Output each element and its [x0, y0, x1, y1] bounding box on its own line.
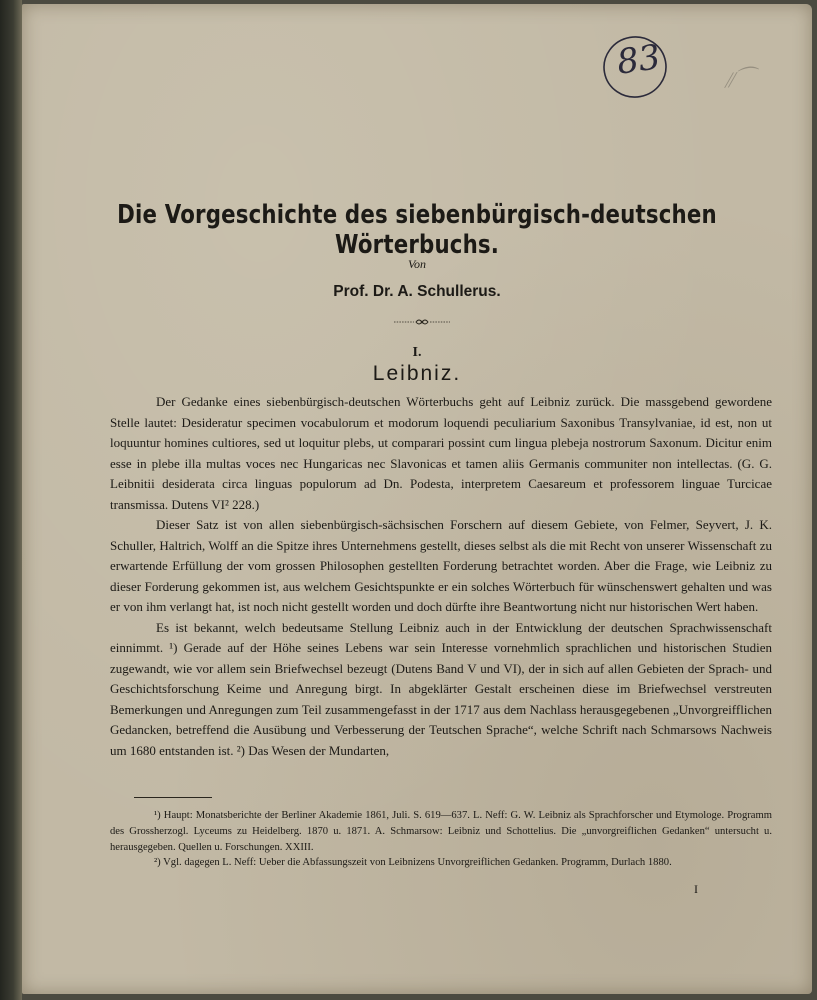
byline-prefix: Von — [408, 257, 426, 271]
footnote-rule — [134, 797, 212, 798]
footnotes — [110, 808, 772, 871]
page-number: I — [694, 882, 698, 896]
section-number: I. — [412, 345, 422, 360]
spine-binding — [0, 0, 22, 1000]
document-page — [22, 4, 812, 994]
handwritten-number: 83 — [614, 37, 663, 83]
section-title: Leibniz. — [372, 362, 462, 385]
footnote: ²) Vgl. dagegen L. Neff: Ueber die Abfassungszeit von Leibnizens Unvorgreiflichen Gedanken. Programm, Durlach 1880. — [154, 857, 672, 869]
faint-pencil-mark: ∕∕⌒ — [725, 64, 758, 93]
body-text — [110, 392, 772, 761]
document-title: Die Vorgeschichte des siebenbürgisch-deutschen Wörterbuchs. — [117, 200, 717, 260]
paragraph: Dieser Satz ist von allen siebenbürgisch-sächsischen Forschern auf diesem Gebiete, von Felmer, Seyvert, J. K. Schuller, Haltrich, Wolff an die Spitze ihres Unternehmens gestellt, dieses selbst als die mit Recht von unserer Wissenschaft zu erwartende Erfüllung der vom grossen Philosophen gestellten Forderung betrachtet worden. Aber die Frage, wie Leibniz zu dieser Forderung gekommen ist, aus welchem Gesichtspunkte er ein solches Wörterbuch für wünschenswert gehalten und was er von ihm verlangt hat, ist noch nicht gestellt worden und doch dürfte ihre Beantwortung nicht nur historischen Wert haben. — [110, 517, 772, 614]
footnote: ¹) Haupt: Monatsberichte der Berliner Akademie 1861, Juli. S. 619—637. L. Neff: G. W. Leibniz als Sprachforscher und Etymologe. Programm des Grossherzogl. Lyceums zu Heidelberg. 1870 u. 1871. A. Schmarsow: Leibniz und Schottelius. Die „unvorgreiflichen Gedanken“ untersucht u. herausgegeben. Quellen u. Forschungen. XXIII. — [110, 810, 772, 853]
ornament-divider-icon — [392, 317, 452, 327]
paragraph: Es ist bekannt, welch bedeutsame Stellung Leibniz auch in der Entwicklung der deutschen Sprachwissenschaft einnimmt. ¹) Gerade auf der Höhe seines Lebens war sein Interesse vornehmlich sprachlichen und historischen Studien zugewandt, wie vor allem sein Briefwechsel bezeugt (Dutens Band V und VI), der in sich auf allen Gebieten der Sprach- und Geschichtsforschung Keime und Anregung birgt. In abgeklärter Gestalt erscheinen diese im Briefwechsel verstreuten Bemerkungen und Anregungen zum Teil zusammengefasst in der 1717 aus dem Nachlass herausgegebenen „Unvorgreifflichen Gedancken, betreffend die Ausübung und Verbesserung der Teutschen Sprache“, welche Schrift nach Schmarsows Nachweis um 1680 entstanden ist. ²) Das Wesen der Mundarten, — [110, 619, 772, 758]
paragraph: Der Gedanke eines siebenbürgisch-deutschen Wörterbuchs geht auf Leibniz zurück. Die massgebend gewordene Stelle lautet: Desideratur specimen vocabulorum et modorum loquendi peculiarium Saxonibus Transylvaniae, id est, non ut loquuntur homines cultiores, sed ut loquitur plebs, ut comparari possint cum lingua plebeja nostrorum Saxonum. Dicitur enim esse in plebe illa multas voces nec Hungaricas nec Slavonicas et tamen aliis Germanis communiter non intellectas. (G. G. Leibnitii desiderata circa linguas populorum ad Dn. Podesta, interpretem Caesareum et professorem linguae Turcicae transmissa. Dutens VI² 228.) — [110, 394, 772, 512]
author-name: Prof. Dr. A. Schullerus. — [333, 283, 501, 300]
